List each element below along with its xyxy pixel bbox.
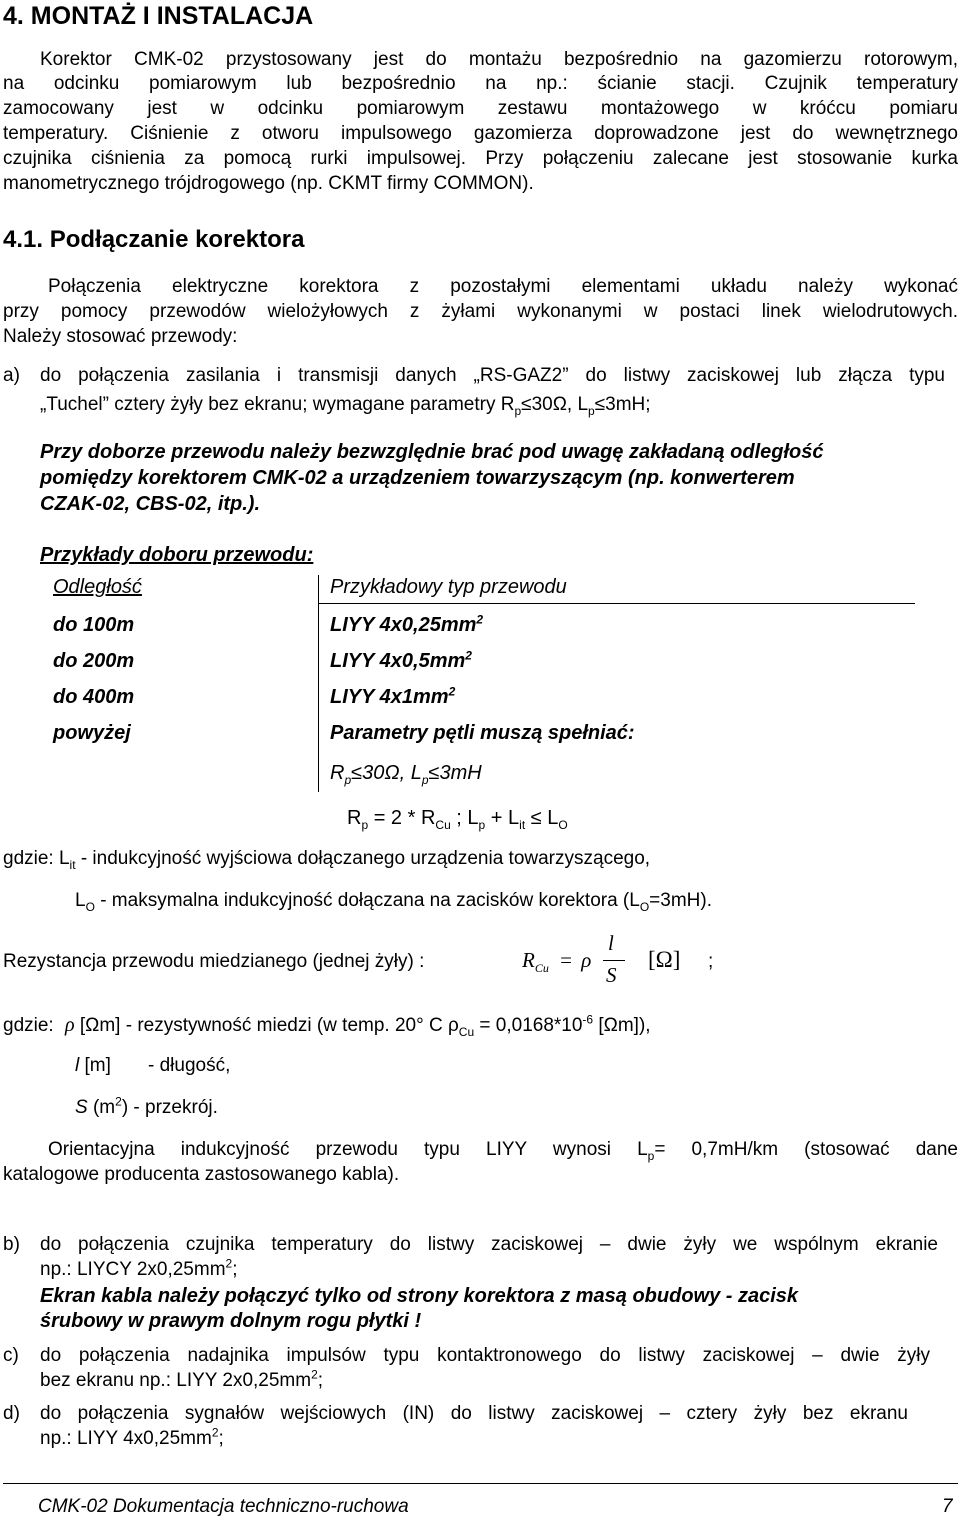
table-cell-distance: do 400m <box>53 686 135 708</box>
warning-text: Ekran kabla należy połączyć tylko od strony korektora z masą obudowy - zacisk <box>40 1285 799 1307</box>
page-heading: 4. MONTAŻ I INSTALACJA <box>3 2 314 30</box>
resistance-label: Rezystancja przewodu miedzianego (jednej żyły) : <box>3 951 425 972</box>
resistance-numerator: l <box>608 931 614 955</box>
table-header-rule <box>318 603 915 604</box>
intro-line: czujnika ciśnienia za pomocą rurki impulsowej. Przy połączeniu zalecane jest stosowanie kurka <box>3 148 958 169</box>
intro-line: zamocowany jest w odcinku pomiarowym zestawu montażowego w króćcu pomiaru <box>3 98 958 119</box>
definition-lit: gdzie: $L_{it}$ - indukcyjność wyjściowa dołączanego urządzenia towarzyszącego, <box>3 848 651 872</box>
definition-length-desc: - długość, <box>148 1055 231 1076</box>
section-title: 4.1. Podłączanie korektora <box>3 226 305 253</box>
list-a-line1: do połączenia zasilania i transmisji danych „RS-GAZ2” do listwy zaciskowej lub złącza typu <box>40 365 945 386</box>
intro-line: na odcinku pomiarowym lub bezpośrednio na np.: ścianie stacji. Czujnik temperatury <box>3 73 958 94</box>
resistance-denominator: S <box>606 963 617 987</box>
warning-text: CZAK-02, CBS-02, itp.). <box>40 493 261 515</box>
table-cell-cable: LIYY $4x0,25mm^2$ <box>330 612 484 636</box>
list-c-line2: bez ekranu np.: LIYY $2x0,25mm^2$; <box>40 1367 324 1391</box>
list-d-line1: do połączenia sygnałów wejściowych (IN) do listwy zaciskowej – cztery żyły bez ekranu <box>40 1403 908 1424</box>
definition-rho: gdzie: ρ [Ωm] - rezystywność miedzi (w temp. 20° C $\rho_{Cu} = 0,0168*10^{-6}$ [Ωm]), <box>3 1012 651 1039</box>
intro-line: manometrycznego trójdrogowego (np. CKMT firmy COMMON). <box>3 173 534 194</box>
intro-line: temperatury. Ciśnienie z otworu impulsowego gazomierza doprowadzone jest do wewnętrznego <box>3 123 958 144</box>
loop-formula: $R_p = 2 * R_{Cu}$ ; $L_p + L_{it} \le L_O$ <box>347 807 568 832</box>
list-a-line2: „Tuchel” cztery żyły bez ekranu; wymagane parametry $R_p\le 30\Omega$, $L_p\le 3mH$; <box>40 394 651 418</box>
page-number: 7 <box>942 1496 953 1517</box>
footer-rule <box>3 1483 958 1484</box>
section-text: Połączenia elektryczne korektora z pozostałymi elementami układu należy wykonać <box>48 276 958 297</box>
list-c-line1: do połączenia nadajnika impulsów typu kontaktronowego do listwy zaciskowej – dwie żyły <box>40 1345 930 1366</box>
list-b-line2: np.: LIYCY $2x0,25mm^2$; <box>40 1256 238 1280</box>
table-cell-cable: LIYY $4x0,5mm^2$ <box>330 648 472 672</box>
table-header-distance: Odległość <box>53 576 142 598</box>
resistance-unit: [Ω] <box>648 947 681 972</box>
table-cell-cable: LIYY $4x1mm^2$ <box>330 684 456 708</box>
inductance-note-2: katalogowe producenta zastosowanego kabla). <box>3 1164 400 1185</box>
list-marker-b: b) <box>3 1234 20 1255</box>
list-marker-c: c) <box>3 1345 19 1366</box>
definition-lo: $L_O$ - maksymalna indukcyjność dołączana na zacisków korektora $(L_O=3mH)$. <box>75 890 712 914</box>
table-cell-cable: Parametry pętli muszą spełniać: <box>330 722 635 744</box>
intro-line: Korektor CMK-02 przystosowany jest do montażu bezpośrednio na gazomierzu rotorowym, <box>40 49 958 70</box>
loop-parameters: $R_p\le 30\Omega$, $L_p\le 3mH$ <box>330 762 482 787</box>
warning-text: śrubowy w prawym dolnym rogu płytki ! <box>40 1310 422 1332</box>
resistance-formula-lhs: $R_{Cu} = \rho$ <box>522 948 592 976</box>
footer-title: CMK-02 Dokumentacja techniczno-ruchowa <box>38 1496 409 1517</box>
list-d-line2: np.: LIYY $4x0,25mm^2$; <box>40 1425 224 1449</box>
table-cell-distance: do 200m <box>53 650 135 672</box>
list-b-line1: do połączenia czujnika temperatury do listwy zaciskowej – dwie żyły we wspólnym ekranie <box>40 1234 938 1255</box>
warning-text: pomiędzy korektorem CMK-02 a urządzeniem towarzyszącym (np. konwerterem <box>40 467 795 489</box>
warning-text: Przy doborze przewodu należy bezwzględnie brać pod uwagę zakładaną odległość <box>40 441 824 463</box>
definition-length: l [m] <box>75 1055 111 1076</box>
definition-section: S $(m^2)$ - przekrój. <box>75 1094 218 1118</box>
section-text: przy pomocy przewodów wielożyłowych z żyłami wykonanymi w postaci linek wielodrutowych. <box>3 301 958 322</box>
table-header-cable: Przykładowy typ przewodu <box>330 576 567 598</box>
table-column-divider <box>318 575 319 792</box>
inductance-note: Orientacyjna indukcyjność przewodu typu LIYY wynosi $L_p= 0,7mH/km$ (stosować dane <box>48 1139 958 1163</box>
list-marker-a: a) <box>3 365 20 386</box>
resistance-semicolon: ; <box>708 951 714 972</box>
fraction-bar <box>603 960 625 961</box>
examples-title: Przykłady doboru przewodu: <box>40 544 314 566</box>
list-marker-d: d) <box>3 1403 20 1424</box>
table-cell-distance: powyżej <box>53 722 131 744</box>
table-cell-distance: do 100m <box>53 614 135 636</box>
section-text: Należy stosować przewody: <box>3 326 238 347</box>
